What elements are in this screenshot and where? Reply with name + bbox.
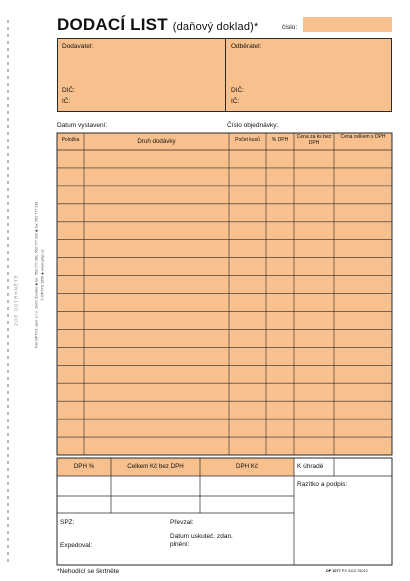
customer-dic-label: DIČ: bbox=[231, 87, 244, 94]
supplier-label: Dodavatel: bbox=[62, 43, 94, 50]
document-subtitle: (daňový doklad)* bbox=[172, 21, 259, 33]
supplier-dic-label: DIČ: bbox=[62, 87, 75, 94]
document-title-main: DODACÍ LIST bbox=[57, 15, 168, 34]
product-code-suffix: PS 3113 76012 bbox=[341, 569, 368, 573]
printer-info-line-2: © OPTYS 1996 ◆ www.optys.cz bbox=[40, 249, 44, 301]
unit-price-header: Cena za ks bez DPH bbox=[296, 134, 332, 146]
total-excl-vat-header: Celkem Kč bez DPH bbox=[127, 463, 184, 470]
received-label: Převzal: bbox=[170, 519, 194, 526]
item-header: Položka bbox=[61, 137, 80, 143]
number-label: číslo: bbox=[282, 24, 298, 31]
order-number-label: Číslo objednávky: bbox=[227, 122, 279, 129]
perforation-label: ZDE ODTRHNĚTE bbox=[13, 274, 19, 326]
issue-date-label: Datum vystavení: bbox=[57, 122, 108, 129]
customer-label: Odběratel: bbox=[231, 43, 262, 50]
footnote: *Nehodící se škrtněte bbox=[57, 568, 120, 575]
stamp-signature-label: Razítko a podpis: bbox=[297, 481, 348, 488]
vat-czk-header: DPH Kč bbox=[235, 463, 258, 470]
vat-rate-header: % DPH bbox=[271, 137, 289, 143]
quantity-header: Počet kusů bbox=[235, 137, 260, 143]
customer-ic-label: IČ: bbox=[231, 98, 240, 105]
spz-label: SPZ: bbox=[60, 519, 75, 526]
supplier-ic-label: IČ: bbox=[62, 98, 71, 105]
total-price-header: Cena celkem s DPH bbox=[340, 134, 386, 140]
product-code-main: DP 1077 bbox=[326, 569, 341, 573]
delivery-type-header: Druh dodávky bbox=[137, 138, 176, 145]
vat-percent-header: DPH % bbox=[73, 463, 95, 470]
printer-info-line: Tisk OPTYS, spol. s r.o., Dolní Životice ◆ tel.: 553 777 381, 553 777 335 ◆ fax: 553 777 318 bbox=[34, 201, 39, 349]
product-code bbox=[326, 569, 368, 573]
taxable-date-label: Datum uskuteč. zdan. plnění: bbox=[170, 533, 233, 548]
shipping-label: Expedoval: bbox=[60, 542, 93, 549]
to-pay-label: K úhradě bbox=[297, 463, 324, 470]
